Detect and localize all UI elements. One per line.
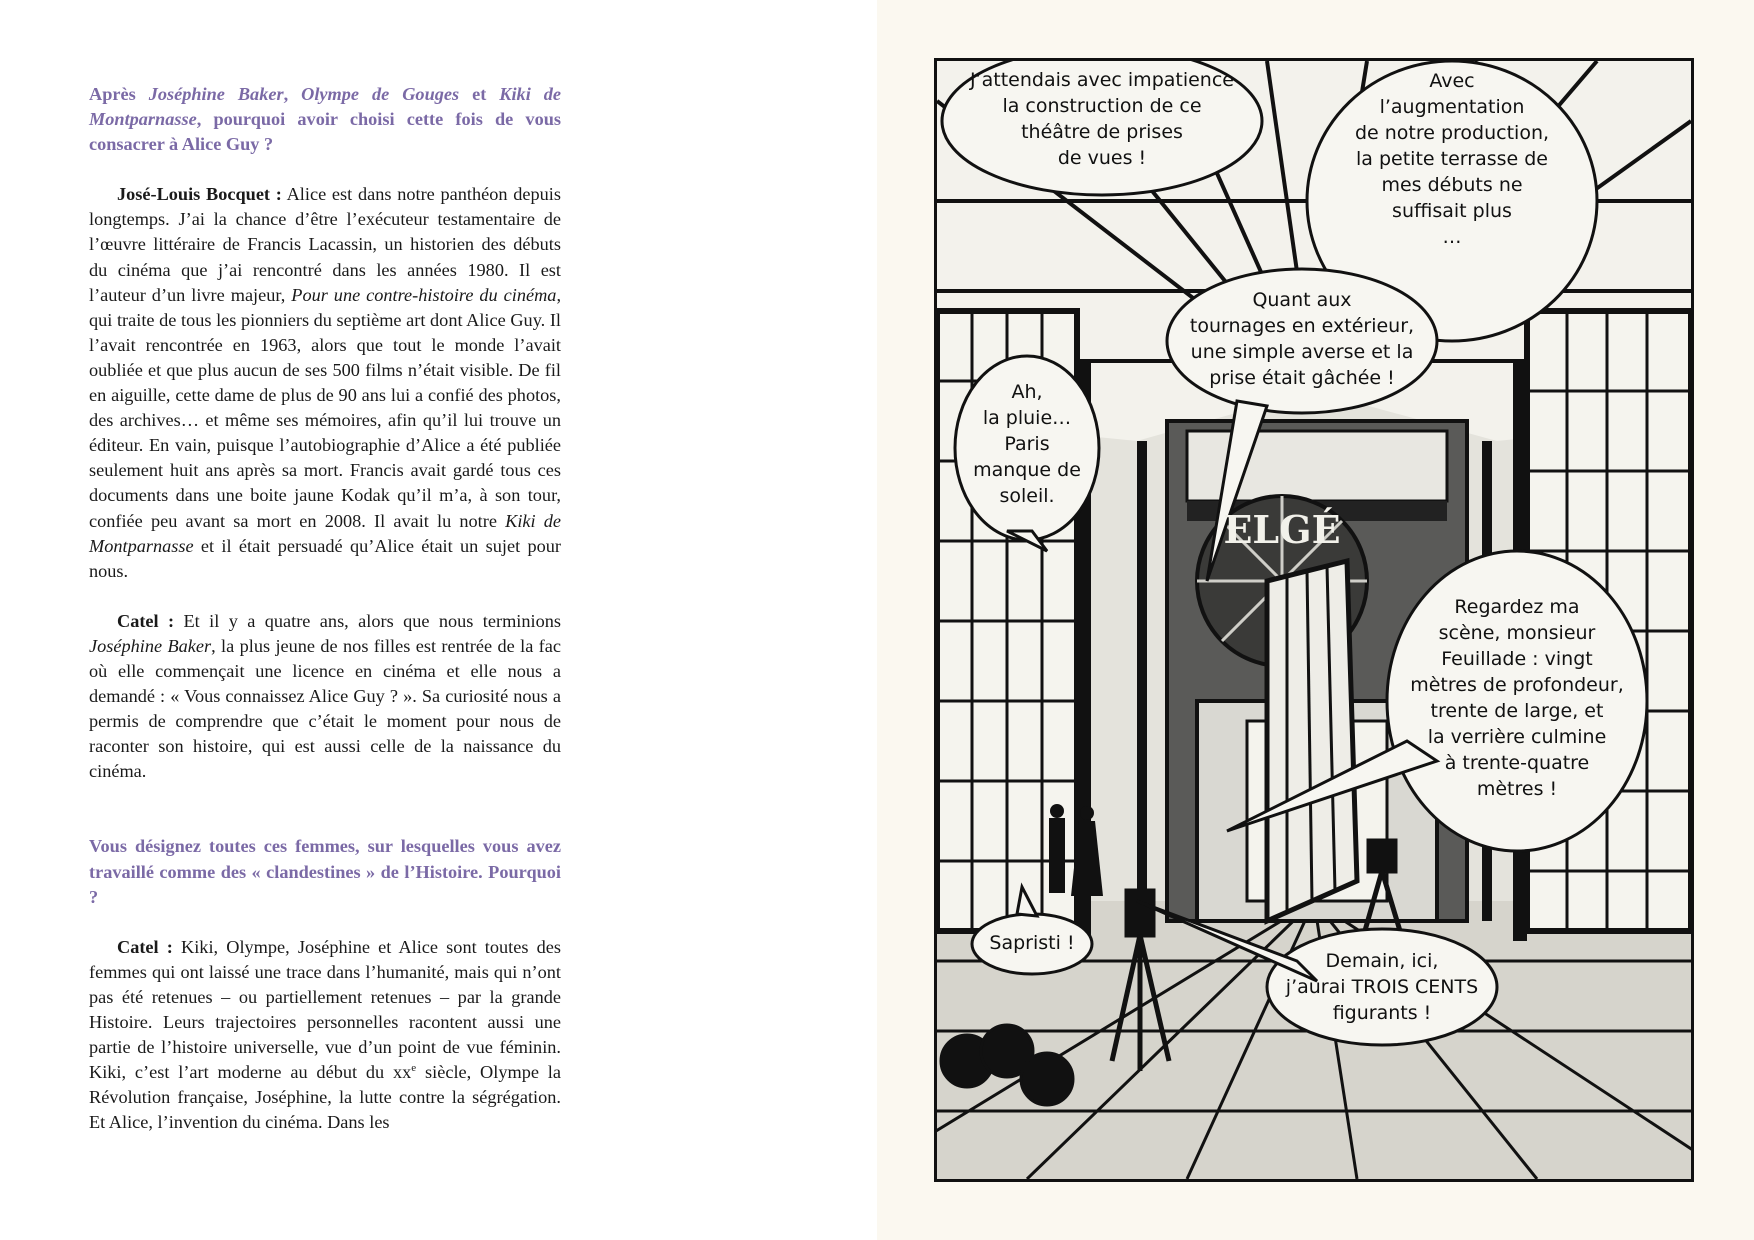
answer-catel-1: Catel : Et il y a quatre ans, alors que nous terminions Joséphine Baker, la plus jeune de nos filles est rentrée de la fac où elle commençait une licence en cinéma et elle nous a demandé : « Vous connaissez Alice Guy ? ». Sa curiosité nous a permis de comprendre que c’était le moment pour nous de raconter son histoire, qui est aussi celle de la naissance du cinéma. [89, 610, 561, 782]
answer-bocquet: José-Louis Bocquet : Alice est dans notre panthéon depuis longtemps. J’ai la chance d’être l’exécuteur testamentaire de l’œuvre littéraire de Francis Lacassin, un historien des débuts du cinéma que j’ai rencontré dans les années 1980. Il est l’auteur d’un livre majeur, Pour une contre-histoire du cinéma, qui traite de tous les pionniers du septième art dont Alice Guy. Il l’avait rencontrée en 1963, alors que tout le monde l’avait oubliée et que plus aucun de ses 500 films n’était visible. De fil en aiguille, cette dame de plus de 90 ans lui a confié des photos, des archives… et même ses mémoires, afin qu’il lui trouve un éditeur. En vain, puisque l’autobiographie d’Alice a été publiée seulement huit ans après sa mort. Francis avait gardé tous ces documents dans une boite jaune Kodak qu’il m’a, à son tour, confiée peu avant sa mort en 2008. Il avait lu notre Kiki de Montparnasse et il était persuadé qu’Alice était un sujet pour nous. [89, 184, 562, 581]
speaker-name: José-Louis Bocquet : [117, 184, 282, 205]
interview-text-column [89, 82, 561, 1135]
speech-bubble-7: Demain, ici, j’aurai TROIS CENTS figurants ! [1285, 950, 1479, 1024]
speaker-name: Catel : [117, 610, 175, 631]
speech-bubble-5: Regardez ma scène, monsieur Feuillade : vingt mètres de profondeur, trente de large, et la verrière culmine à trente-quatre mètres ! [1410, 596, 1624, 800]
speech-bubble-4: Ah, la pluie… Paris manque de soleil. [973, 381, 1081, 507]
speech-bubble-2: Avec l’augmentation de notre production, la petite terrasse de mes débuts ne suffisait plus … [1354, 70, 1550, 248]
question-1: Après Joséphine Baker, Olympe de Gouges et Kiki de Montparnasse, pourquoi avoir choisi cette fois de vous consacrer à Alice Guy ? [89, 84, 562, 155]
question-2: Vous désignez toutes ces femmes, sur lesquelles vous avez travaillé comme des « clandestines » de l’Histoire. Pourquoi ? [89, 836, 561, 907]
speech-bubble-3: Quant aux tournages en extérieur, une simple averse et la prise était gâchée ! [1189, 289, 1415, 389]
sign-elge: ELGÉ [1223, 507, 1341, 552]
speech-bubble-1: J’attendais avec impatience la construction de ce théâtre de prises de vues ! [970, 69, 1234, 169]
comic-panel [934, 58, 1694, 1182]
answer-catel-2: Catel : Kiki, Olympe, Joséphine et Alice sont toutes des femmes qui ont laissé une trace dans l’humanité, mais qui n’ont pas été retenues – ou partiellement retenues – par la grande Histoire. Leurs trajectoires personnelles racontent aussi une partie de l’histoire universelle, vue d’un point de vue féminin. Kiki, c’est l’art moderne au début du $xx^e$ siècle, Olympe la Révolution française, Joséphine, la lutte contre la ségrégation. Et Alice, l’invention du cinéma. Dans les [89, 936, 561, 1133]
speech-bubble-6: Sapristi ! [989, 932, 1075, 954]
speaker-name: Catel : [117, 936, 173, 957]
